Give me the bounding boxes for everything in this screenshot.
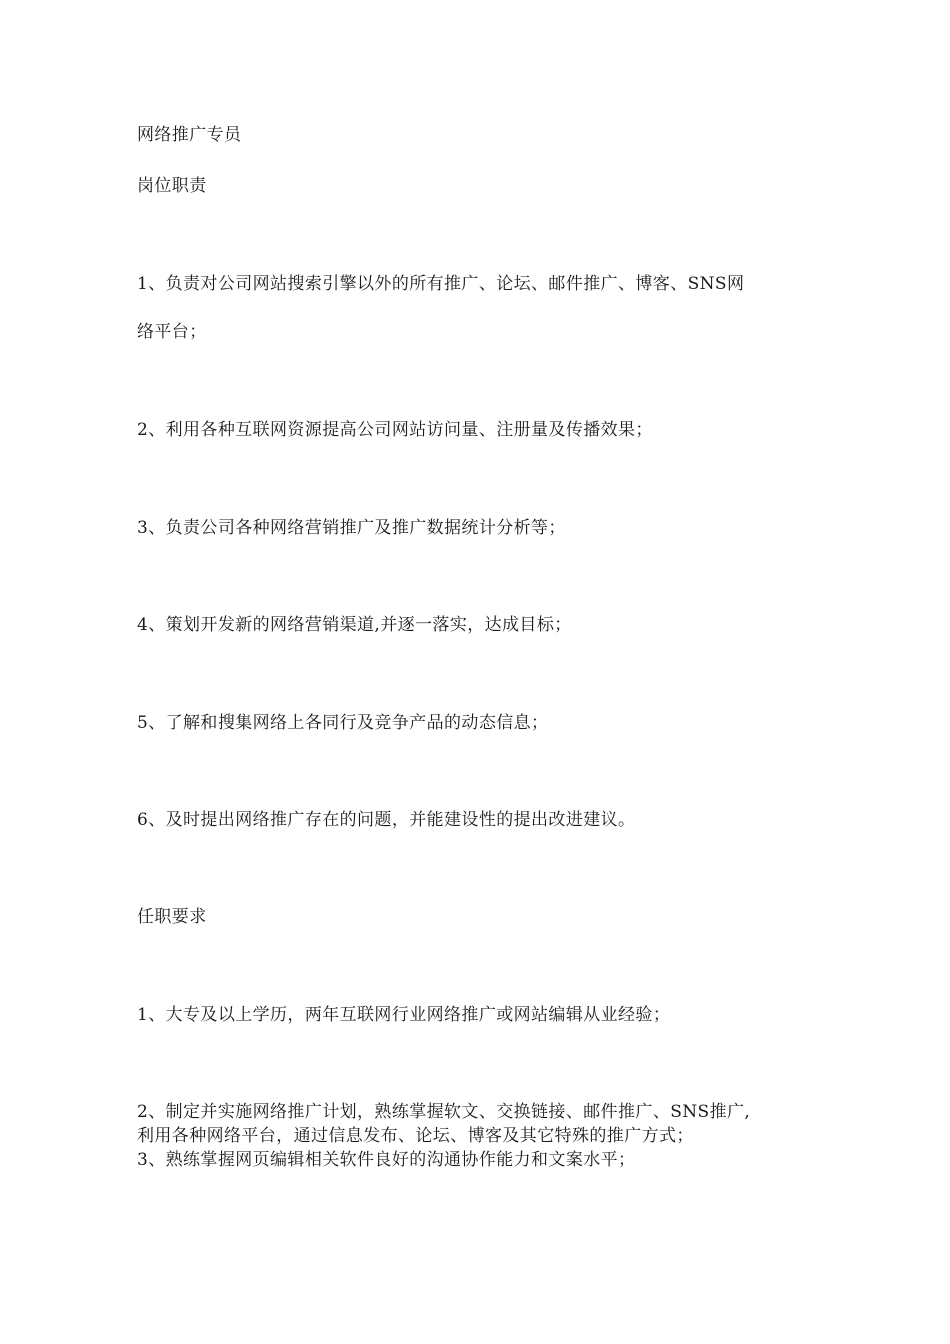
duty-item-1-line-1: 1、负责对公司网站搜索引擎以外的所有推广、论坛、邮件推广、博客、SNS网 <box>137 274 745 294</box>
duties-heading: 岗位职责 <box>137 176 207 196</box>
requirement-item-2-line-2: 利用各种网络平台，通过信息发布、论坛、博客及其它特殊的推广方式； <box>137 1126 694 1146</box>
duty-item-6: 6、及时提出网络推广存在的问题，并能建设性的提出改进建议。 <box>137 810 636 830</box>
requirement-item-1: 1、大专及以上学历，两年互联网行业网络推广或网站编辑从业经验； <box>137 1005 671 1025</box>
duty-item-5: 5、了解和搜集网络上各同行及竞争产品的动态信息； <box>137 713 549 733</box>
duty-item-1-line-2: 络平台； <box>137 322 207 342</box>
requirements-heading: 任职要求 <box>137 907 207 927</box>
duty-item-3: 3、负责公司各种网络营销推广及推广数据统计分析等； <box>137 518 566 538</box>
duty-item-4: 4、策划开发新的网络营销渠道,并逐一落实，达成目标； <box>137 615 572 635</box>
requirement-item-3: 3、熟练掌握网页编辑相关软件良好的沟通协作能力和文案水平； <box>137 1150 636 1170</box>
requirement-item-2-line-1: 2、制定并实施网络推广计划，熟练掌握软文、交换链接、邮件推广、SNS推广, <box>137 1102 751 1122</box>
duty-item-2: 2、利用各种互联网资源提高公司网站访问量、注册量及传播效果； <box>137 420 653 440</box>
document-title: 网络推广专员 <box>137 125 242 145</box>
